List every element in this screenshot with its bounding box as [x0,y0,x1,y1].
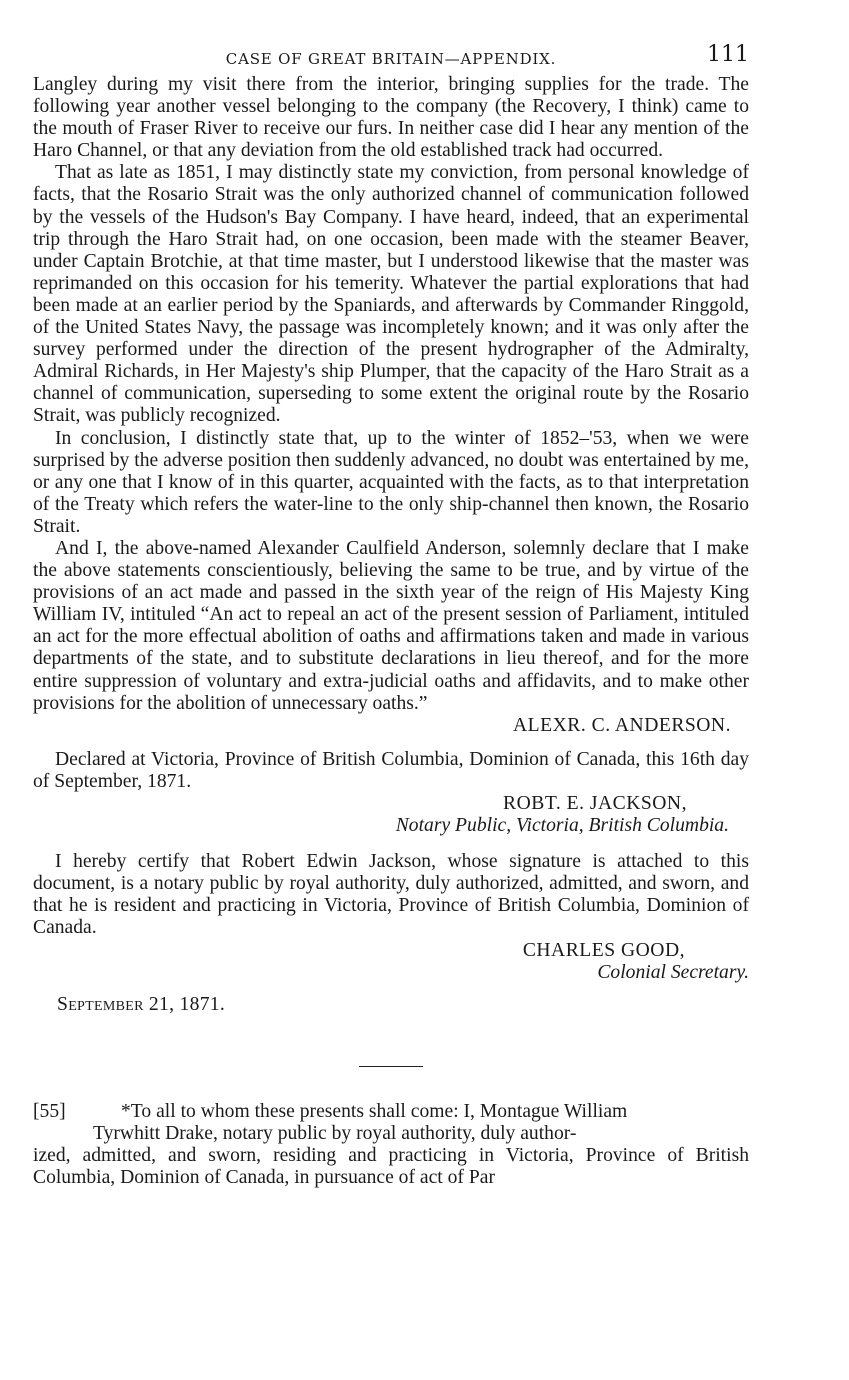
paragraph-drake-line2: Tyrwhitt Drake, notary public by royal authority, duly author- [93,1122,577,1144]
paragraph-rosario-1851: That as late as 1851, I may distinctly state my conviction, from personal knowledge of facts, that the Rosario Strait was the only authorized channel of communication followed by the vessels of the Hudson's Bay Company. I have heard, indeed, that an experimental trip through the Haro Strait had, on one occasion, been made with the steamer Beaver, under Captain Brotchie, at that time master, but I understood likewise that the master was reprimanded on this occasion for his temerity. Whatever the partial explorations that had been made at an earlier period by the Spaniards, and afterwards by Commander Ringgold, of the United States Navy, the passage was incompletely known; and it was only after the survey performed under the direction of the present hydrographer of the Admiralty, Admiral Richards, in Her Majesty's ship Plumper, that the capacity of the Haro Strait as a channel of communication, superseding to some extent the original route by the Rosario Strait, was publicly recognized. [33,162,749,427]
paragraph-drake [33,1101,749,1189]
document-page [33,40,749,1189]
signature-good-name: CHARLES GOOD, [522,939,685,961]
signature-good-title: Colonial Secretary. [597,961,749,983]
page-header [33,40,749,74]
page-marker: [55] [33,1100,66,1122]
paragraph-drake-rest: ized, admitted, and sworn, residing and practicing in Victoria, Province of British Columbia, Dominion of Canada, in pursuance of act of Par [33,1144,749,1189]
paragraph-drake-line1: *To all to whom these presents shall come: I, Montague William [121,1100,628,1122]
page-number: 111 [707,42,749,67]
final-section [33,1101,749,1189]
section-divider [359,1066,423,1067]
paragraph-langley: Langley during my visit there from the interior, bringing supplies for the trade. The following year another vessel belonging to the company (the Recovery, I think) came to the mouth of Fraser River to receive our furs. In neither case did I hear any mention of the Haro Channel, or that any deviation from the old established track had occurred. [33,74,749,162]
paragraph-conclusion: In conclusion, I distinctly state that, up to the winter of 1852–'53, when we were surprised by the adverse position then suddenly advanced, no doubt was entertained by me, or any one that I know of in this quarter, acquainted with the facts, as to that interpretation of the Treaty which refers the water-line to the only ship-channel then known, the Rosario Strait. [33,427,749,537]
paragraph-declaration: And I, the above-named Alexander Caulfield Anderson, solemnly declare that I make the above statements conscientiously, believing the same to be true, and by virtue of the provisions of an act made and passed in the sixth year of the reign of His Majesty King William IV, intituled “An act to repeal an act of the present session of Parliament, intituled an act for the more effectual abolition of oaths and affirmations taken and made in various departments of the state, and to substitute declarations in lieu thereof, and for the more entire suppression of voluntary and extra-judicial oaths and affidavits, and to make other provisions for the abolition of unnecessary oaths.” [33,537,749,714]
paragraph-certification: I hereby certify that Robert Edwin Jackson, whose signature is attached to this document, is a notary public by royal authority, duly authorized, admitted, and sworn, and that he is resident and practicing in Victoria, Province of British Columbia, Dominion of Canada. [33,851,749,939]
signature-jackson-title: Notary Public, Victoria, British Columbia. [395,815,729,837]
signature-anderson: ALEXR. C. ANDERSON. [513,714,731,736]
paragraph-declared-at-victoria: Declared at Victoria, Province of British Columbia, Dominion of Canada, this 16th day of September, 1871. [33,748,749,792]
dateline: September 21, 1871. [57,993,226,1015]
running-head: CASE OF GREAT BRITAIN—APPENDIX. [225,50,557,68]
signature-jackson-name: ROBT. E. JACKSON, [503,793,687,814]
